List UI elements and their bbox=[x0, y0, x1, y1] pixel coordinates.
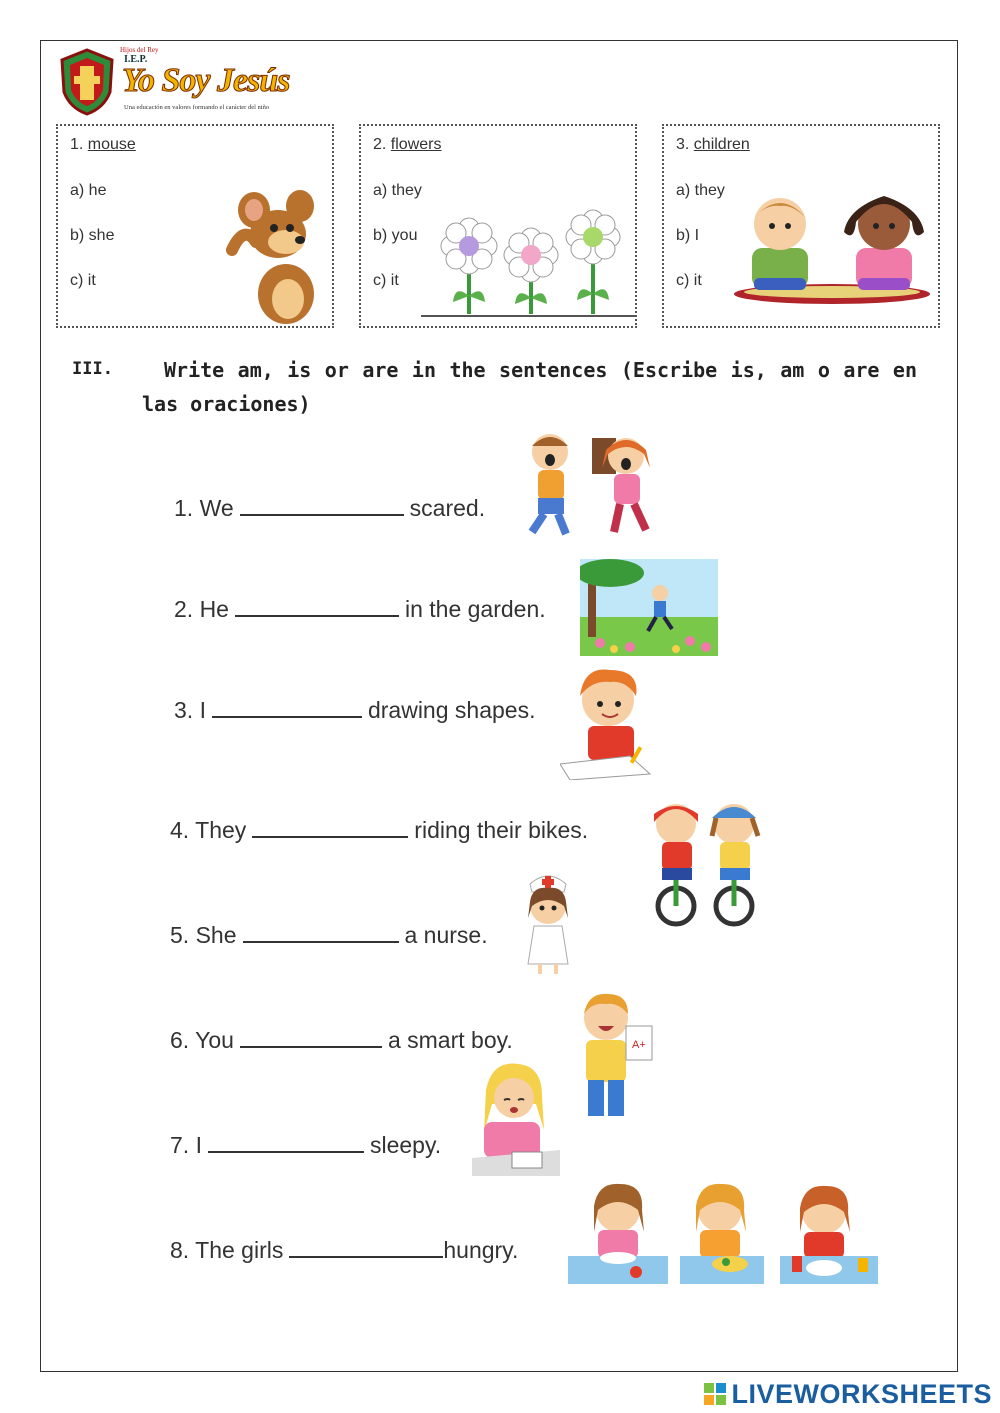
sentence-start: 3. I bbox=[174, 697, 206, 723]
sentence-end: riding their bikes. bbox=[414, 817, 589, 843]
sentence-start: 1. We bbox=[174, 495, 234, 521]
sentence-end: hungry. bbox=[443, 1237, 519, 1263]
mouse-illustration bbox=[226, 184, 330, 324]
section-instruction: Write am, is or are in the sentences (Escribe is, am o are en las oraciones) bbox=[142, 358, 917, 416]
svg-text:A+: A+ bbox=[632, 1039, 646, 1051]
school-logo bbox=[58, 46, 328, 118]
sentence-7 bbox=[170, 1131, 441, 1159]
sentence-end: scared. bbox=[409, 495, 486, 521]
sentence-start: 4. They bbox=[170, 817, 247, 843]
flowers-illustration bbox=[421, 206, 635, 322]
answer-blank-7[interactable] bbox=[208, 1131, 364, 1153]
choice-word: children bbox=[693, 136, 750, 153]
liveworksheets-brand bbox=[703, 1378, 992, 1410]
choice-number: 2. bbox=[373, 136, 387, 153]
sleepy-girl-picture bbox=[472, 1060, 562, 1176]
sentence-8 bbox=[170, 1236, 518, 1264]
bike-riders-picture bbox=[646, 796, 770, 932]
answer-blank-8[interactable] bbox=[289, 1236, 443, 1258]
sentence-1 bbox=[174, 494, 485, 522]
sentence-end: drawing shapes. bbox=[367, 697, 536, 723]
choice-word: mouse bbox=[87, 136, 136, 153]
choice-title bbox=[676, 136, 750, 154]
sentence-4 bbox=[170, 816, 588, 844]
answer-blank-6[interactable] bbox=[240, 1026, 382, 1048]
hungry-girls-picture bbox=[568, 1176, 878, 1284]
school-subtitle: Hijos del Rey bbox=[120, 46, 159, 54]
sentence-end: a nurse. bbox=[404, 922, 488, 948]
sentence-6 bbox=[170, 1026, 513, 1054]
sentence-5 bbox=[170, 921, 488, 949]
brand-name: LIVEWORKSHEETS bbox=[731, 1378, 992, 1409]
school-abbreviation: I.E.P. bbox=[124, 54, 148, 65]
option-c[interactable]: c) it bbox=[676, 272, 702, 289]
scared-kids-picture bbox=[514, 428, 664, 540]
sentence-end: sleepy. bbox=[369, 1132, 442, 1158]
option-a[interactable]: a) he bbox=[70, 182, 107, 199]
choice-title bbox=[373, 136, 441, 154]
choice-word: flowers bbox=[390, 136, 442, 153]
option-b[interactable]: b) she bbox=[70, 227, 115, 244]
answer-blank-4[interactable] bbox=[252, 816, 408, 838]
choice-box-flowers bbox=[359, 124, 637, 328]
option-b[interactable]: b) I bbox=[676, 227, 700, 244]
garden-picture bbox=[580, 559, 718, 656]
sentence-start: 7. I bbox=[170, 1132, 202, 1158]
answer-blank-2[interactable] bbox=[235, 595, 399, 617]
sentence-end: in the garden. bbox=[404, 596, 546, 622]
sentence-end: a smart boy. bbox=[387, 1027, 513, 1053]
sentence-start: 6. You bbox=[170, 1027, 234, 1053]
answer-blank-3[interactable] bbox=[212, 696, 362, 718]
children-illustration bbox=[732, 186, 932, 306]
school-crest-icon bbox=[58, 48, 116, 116]
choice-title bbox=[70, 136, 136, 154]
option-a[interactable]: a) they bbox=[373, 182, 422, 199]
sentence-2 bbox=[174, 595, 546, 623]
answer-blank-5[interactable] bbox=[243, 921, 399, 943]
sentence-3 bbox=[174, 696, 535, 724]
choice-box-children bbox=[662, 124, 940, 328]
option-a[interactable]: a) they bbox=[676, 182, 725, 199]
answer-blank-1[interactable] bbox=[240, 494, 404, 516]
section-number: III. bbox=[72, 359, 113, 379]
sentence-start: 5. She bbox=[170, 922, 237, 948]
smart-boy-picture bbox=[570, 990, 656, 1120]
option-b[interactable]: b) you bbox=[373, 227, 418, 244]
school-motto: Una educación en valores formando el carácter del niño bbox=[124, 104, 270, 111]
liveworksheets-logo-icon bbox=[703, 1382, 727, 1406]
choice-number: 1. bbox=[70, 136, 84, 153]
sentence-start: 8. The girls bbox=[170, 1237, 284, 1263]
nurse-picture bbox=[520, 868, 576, 976]
option-c[interactable]: c) it bbox=[70, 272, 96, 289]
option-c[interactable]: c) it bbox=[373, 272, 399, 289]
drawing-boy-picture bbox=[560, 660, 680, 780]
choice-box-mouse bbox=[56, 124, 334, 328]
sentence-start: 2. He bbox=[174, 596, 229, 622]
choice-number: 3. bbox=[676, 136, 690, 153]
school-name: Yo Soy Jesús bbox=[122, 62, 290, 99]
